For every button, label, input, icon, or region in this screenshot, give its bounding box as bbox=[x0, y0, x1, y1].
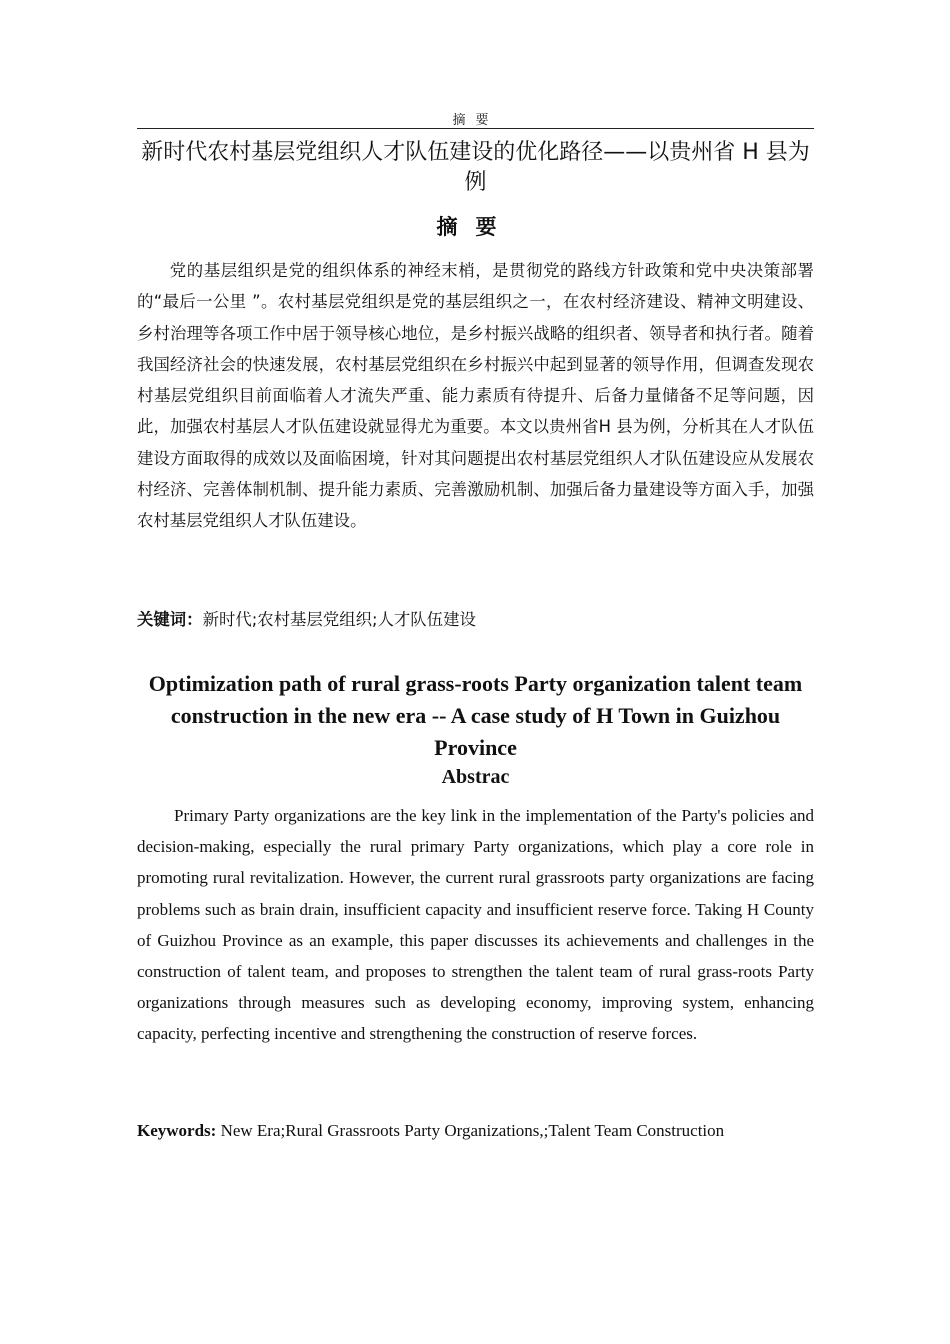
english-keywords-value: New Era;Rural Grassroots Party Organizations,;Talent Team Construction bbox=[220, 1121, 725, 1140]
chinese-keywords-label: 关键词： bbox=[137, 610, 203, 629]
chinese-keywords-value: 新时代;农村基层党组织;人才队伍建设 bbox=[202, 610, 476, 629]
chinese-keywords bbox=[137, 606, 814, 634]
english-abstract-heading: Abstrac bbox=[441, 766, 510, 788]
english-keywords-label: Keywords: bbox=[137, 1121, 217, 1140]
chinese-title: 新时代农村基层党组织人才队伍建设的优化路径——以贵州省 H 县为例 bbox=[141, 140, 810, 195]
english-title: Optimization path of rural grass-roots Party organization talent team construction in the new era -- A case study of H Town in Guizhou Province bbox=[148, 671, 803, 760]
running-header: 摘要 bbox=[452, 113, 499, 128]
chinese-abstract-body: 党的基层组织是党的组织体系的神经末梢，是贯彻党的路线方针政策和党中央决策部署的“最后一公里 ”。农村基层党组织是党的基层组织之一，在农村经济建设、精神文明建设、乡村治理等各项工作中居于领导核心地位，是乡村振兴战略的组织者、领导者和执行者。随着我国经济社会的快速发展，农村基层党组织在乡村振兴中起到显著的领导作用，但调查发现农村基层党组织目前面临着人才流失严重、能力素质有待提升、后备力量储备不足等问题，因此，加强农村基层人才队伍建设就显得尤为重要。本文以贵州省H 县为例，分析其在人才队伍建设方面取得的成效以及面临困境，针对其问题提出农村基层党组织人才队伍建设应从发展农村经济、完善体制机制、提升能力素质、完善激励机制、加强后备力量建设等方面入手，加强农村基层党组织人才队伍建设。 bbox=[137, 261, 814, 531]
header-rule bbox=[137, 128, 814, 129]
chinese-abstract-heading: 摘要 bbox=[436, 215, 515, 239]
english-keywords bbox=[137, 1117, 814, 1145]
english-abstract-body: Primary Party organizations are the key link in the implementation of the Party's policies and decision-making, especially the rural primary Party organizations, which play a core role in promoting rural revitalization. However, the current rural grassroots party organizations are facing problems such as brain drain, insufficient capacity and insufficient reserve force. Taking H County of Guizhou Province as an example, this paper discusses its achievements and challenges in the construction of talent team, and proposes to strengthen the talent team of rural grass-roots Party organizations through measures such as developing economy, improving system, enhancing capacity, perfecting incentive and strengthening the construction of reserve forces. bbox=[137, 806, 814, 1044]
